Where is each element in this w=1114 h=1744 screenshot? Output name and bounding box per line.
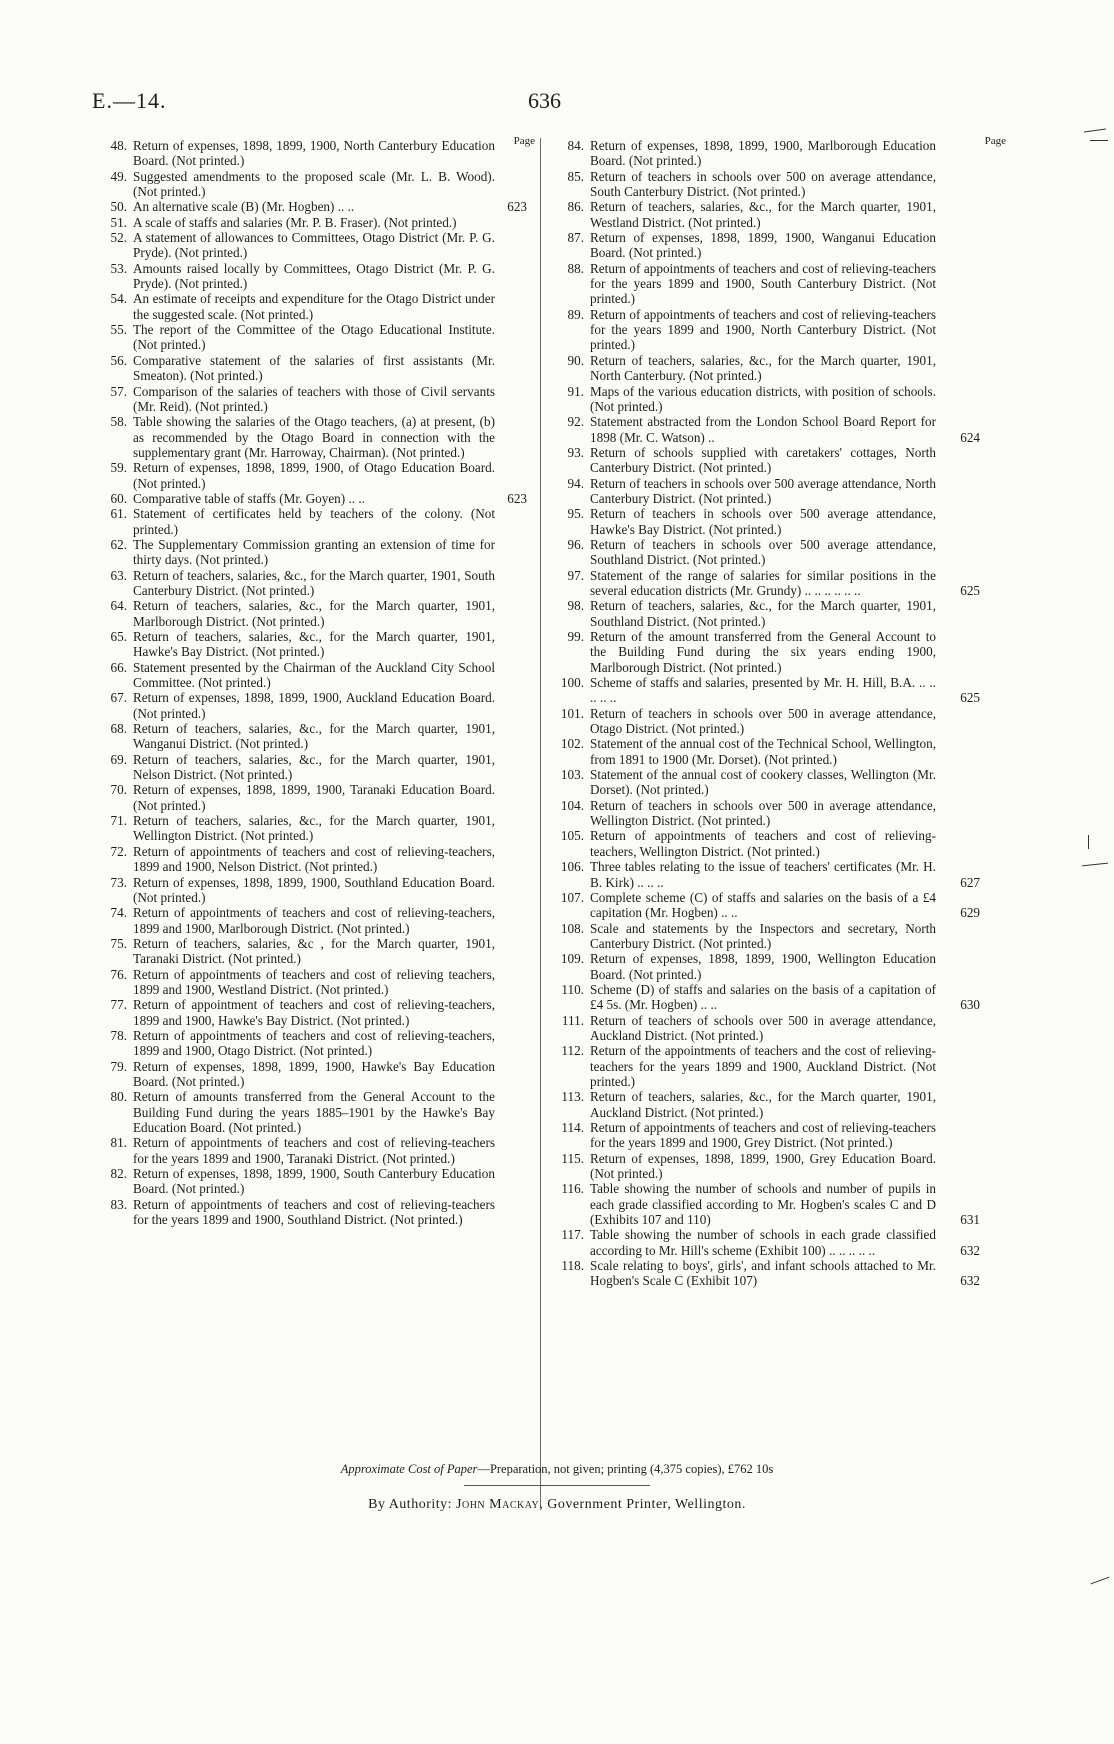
right-column [552,135,1006,1289]
toc-entry [75,491,527,506]
entry-title: Scheme (D) of staffs and salaries on the basis of a capitation of £4 5s. (Mr. Hogben) .. .. [590,981,936,1013]
entry-number: 58. [110,414,127,430]
entry-title: Return of teachers in schools over 500 average attendance, Hawke's Bay District. (Not printed.) [590,506,936,537]
entry-title: Return of appointments of teachers and cost of relieving-teachers for the years 1899 and 1900, Southland District. (Not printed.) [133,1196,495,1228]
toc-entry [552,1227,980,1258]
toc-entry [552,951,980,982]
entry-title: Return of expenses, 1898, 1899, 1900, of Otago Education Board. (Not printed.) [133,460,495,491]
entry-title: Return of appointments of teachers and cost of relieving-teachers for the years 1899 and 1900, South Canterbury District. (Not printed.) [590,260,936,307]
entry-title: Statement of the annual cost of cookery classes, Wellington (Mr. Dorset). (Not printed.) [590,767,936,798]
entry-title: Return of appointments of teachers and cost of relieving teachers, 1899 and 1900, Westland District. (Not printed.) [133,966,495,997]
entry-title: Three tables relating to the issue of teachers' certificates (Mr. H. B. Kirk) .. .. .. [590,859,936,890]
toc-entry [552,1120,980,1151]
entry-number: 71. [110,813,127,829]
entry-number: 55. [110,322,127,338]
entry-page: 623 [507,199,527,215]
entry-title: Return of expenses, 1898, 1899, 1900, Grey Education Board. (Not printed.) [590,1150,936,1182]
entry-number: 97. [567,567,584,583]
toc-entry [552,890,980,921]
authority-line [0,1497,1114,1513]
entry-number: 114. [561,1120,584,1135]
toc-entry [75,1028,527,1059]
toc-entry [75,460,527,491]
entry-title: Return of expenses, 1898, 1899, 1900, Marlborough Education Board. (Not printed.) [590,138,936,169]
entry-number: 115. [561,1150,584,1166]
entry-number: 116. [561,1181,584,1197]
entry-number: 78. [110,1027,127,1043]
toc-entry [75,1197,527,1228]
toc-entry [75,353,527,384]
toc-entry [75,1166,527,1197]
toc-entry [75,875,527,906]
entry-number: 50. [110,199,127,215]
entry-title: Return of appointments of teachers and cost of relieving-teachers, Wellington District. (Not printed.) [590,828,936,859]
toc-entry [75,1135,527,1166]
cost-text: —Preparation, not given; printing (4,375 copies), £762 10s [477,1462,774,1476]
toc-entry [552,629,980,675]
toc-entry [75,936,527,967]
toc-entry [552,261,980,307]
toc-entry [75,568,527,599]
entry-title: Return of teachers of schools over 500 in average attendance, Auckland District. (Not printed.) [590,1012,936,1043]
entry-number: 62. [110,536,127,552]
entry-page: 625 [960,690,980,706]
entry-number: 89. [567,306,584,322]
entry-title: Return of schools supplied with caretakers' cottages, North Canterbury District. (Not printed.) [590,444,936,476]
entry-number: 96. [567,536,584,552]
entry-title: Return of appointments of teachers and cost of relieving-teachers, 1899 and 1900, Marlborough District. (Not printed.) [133,905,495,936]
toc-entry [552,859,980,890]
entry-title: Return of expenses, 1898, 1899, 1900, Hawke's Bay Education Board. (Not printed.) [133,1058,495,1089]
entry-number: 95. [567,506,584,522]
entry-title: Return of teachers in schools over 500 in average attendance, Otago District. (Not printed.) [590,705,936,737]
toc-entry [552,1258,980,1289]
entry-title: Return of teachers in schools over 500 average attendance, North Canterbury District. (Not printed.) [590,475,936,506]
entry-number: 75. [110,935,127,951]
margin-mark [1082,863,1108,867]
toc-entry [552,353,980,384]
entry-number: 64. [110,598,127,614]
toc-entry [75,721,527,752]
toc-entry [552,1013,980,1044]
toc-entry [552,476,980,507]
toc-entry [552,169,980,200]
entry-title: Return of teachers, salaries, &c., for the March quarter, 1901, Wellington District. (Not printed.) [133,813,495,844]
toc-entry [75,813,527,844]
entry-title: Return of the appointments of teachers and the cost of relieving-teachers for the years 1899 and 1900, Auckland District. (Not printed.) [590,1043,936,1089]
entry-number: 57. [110,383,127,399]
entry-title: Return of teachers, salaries, &c., for the March quarter, 1901, Wanganui District. (Not printed.) [133,721,495,752]
entry-title: Table showing the number of schools and number of pupils in each grade classified according to Mr. Hogben's scales C and D (Exhibits 107 and 110) [590,1181,936,1228]
entry-title: Return of appointments of teachers and cost of relieving-teachers for the years 1899 and 1900, Taranaki District. (Not printed.) [133,1135,495,1166]
toc-entry [552,828,980,859]
entry-number: 98. [567,598,584,614]
entry-title: Table showing the number of schools in each grade classified according to Mr. Hill's scheme (Exhibit 100) .. .. .. .. .. [590,1227,936,1258]
entry-page: 624 [960,429,980,445]
entry-page: 631 [960,1212,980,1228]
entry-number: 91. [567,383,584,399]
entry-number: 117. [561,1227,584,1243]
entry-number: 106. [560,859,584,875]
toc-entry [552,1181,980,1227]
entry-number: 51. [110,214,127,230]
entry-page: 623 [507,490,527,506]
toc-entry [75,414,527,460]
entry-page: 625 [960,582,980,598]
entry-title: Statement of certificates held by teachers of the colony. (Not printed.) [133,506,495,537]
toc-entry [552,675,980,706]
entry-title: Scheme of staffs and salaries, presented by Mr. H. Hill, B.A. .. .. .. .. .. [590,675,936,706]
entry-number: 88. [567,260,584,276]
entry-number: 111. [561,1012,584,1028]
entry-title: Return of teachers in schools over 500 average attendance, Southland District. (Not printed.) [590,536,936,568]
entry-page: 627 [960,874,980,890]
entry-page: 632 [960,1242,980,1258]
entry-number: 103. [560,767,584,783]
toc-entry [75,629,527,660]
entry-number: 93. [567,444,584,460]
entry-number: 60. [110,490,127,506]
entry-number: 99. [567,629,584,644]
toc-entry [75,598,527,629]
toc-entry [552,445,980,476]
entry-title: A statement of allowances to Committees, Otago District (Mr. P. G. Pryde). (Not printed.) [133,230,495,261]
entry-number: 100. [560,675,584,691]
entry-number: 68. [110,721,127,737]
entry-title: Return of teachers, salaries, &c., for the March quarter, 1901, Auckland District. (Not printed.) [590,1089,936,1120]
entry-number: 105. [560,828,584,844]
entry-number: 59. [110,460,127,476]
entry-number: 52. [110,230,127,246]
entry-title: Comparison of the salaries of teachers with those of Civil servants (Mr. Reid). (Not printed.) [133,383,495,414]
entry-number: 79. [110,1058,127,1074]
entry-title: Return of teachers, salaries, &c., for the March quarter, 1901, Marlborough District. (Not printed.) [133,598,495,629]
entry-page: 632 [960,1273,980,1289]
entry-number: 49. [110,168,127,184]
entry-title: Return of expenses, 1898, 1899, 1900, Taranaki Education Board. (Not printed.) [133,782,495,813]
entry-number: 107. [560,889,584,905]
toc-entry [75,199,527,214]
toc-entry [75,291,527,322]
toc-entry [75,967,527,998]
entry-number: 84. [567,138,584,153]
entry-title: Return of expenses, 1898, 1899, 1900, Southland Education Board. (Not printed.) [133,874,495,905]
entry-title: Return of expenses, 1898, 1899, 1900, Wellington Education Board. (Not printed.) [590,951,936,982]
toc-entry [552,767,980,798]
toc-entry [75,752,527,783]
entry-number: 110. [561,981,584,997]
entry-number: 54. [110,291,127,307]
toc-entry [552,138,980,169]
margin-mark [1088,835,1089,849]
footer-rule [464,1485,650,1486]
margin-mark [1090,140,1108,141]
entry-title: Return of teachers, salaries, &c., for the March quarter, 1901, Nelson District. (Not printed.) [133,751,495,783]
entry-number: 63. [110,567,127,583]
entry-number: 113. [561,1089,584,1105]
entry-title: Statement of the range of salaries for similar positions in the several education districts (Mr. Grundy) .. .. .. .. .. .. [590,567,936,598]
toc-entry [552,414,980,445]
entry-number: 118. [561,1258,584,1274]
entry-number: 90. [567,352,584,368]
document-reference: E.—14. [92,88,167,113]
printer-suffix: , Government Printer, Wellington. [539,1497,746,1512]
entry-number: 80. [110,1089,127,1105]
entry-number: 73. [110,874,127,890]
toc-entry [552,982,980,1013]
toc-entry [552,384,980,415]
toc-entry [75,215,527,230]
entry-title: A scale of staffs and salaries (Mr. P. B. Fraser). (Not printed.) [133,214,457,230]
toc-entry [552,921,980,952]
entry-number: 56. [110,352,127,368]
toc-entry [75,1059,527,1090]
toc-entry [552,1043,980,1089]
toc-entry [75,782,527,813]
entry-title: Return of amounts transferred from the General Account to the Building Fund during the years 1885–1901 by the Hawke's Bay Education Board. (Not printed.) [133,1089,495,1135]
toc-entry [552,1151,980,1182]
entry-number: 104. [560,797,584,813]
entry-title: Maps of the various education districts, with position of schools. (Not printed.) [590,383,936,414]
entry-number: 76. [110,966,127,982]
entry-title: Return of teachers, salaries, &c., for the March quarter, 1901, Westland District. (Not printed.) [590,199,936,230]
cost-label: Approximate Cost of Paper [340,1462,478,1476]
entry-title: Scale and statements by the Inspectors and secretary, North Canterbury District. (Not printed.) [590,920,936,951]
entry-title: Statement abstracted from the London School Board Report for 1898 (Mr. C. Watson) .. [590,414,936,445]
entry-number: 66. [110,659,127,675]
entry-number: 85. [567,168,584,184]
page-number: 636 [528,88,561,113]
entry-title: An alternative scale (B) (Mr. Hogben) .. .. [133,199,355,215]
printer-name: John Mackay [456,1497,540,1512]
toc-entry [75,660,527,691]
toc-entry [552,798,980,829]
toc-entry [75,997,527,1028]
entry-title: Return of teachers, salaries, &c., for the March quarter, 1901, Southland District. (Not printed.) [590,598,936,629]
entry-title: Return of expenses, 1898, 1899, 1900, North Canterbury Education Board. (Not printed.) [133,138,495,169]
column-divider [540,138,541,1508]
entry-number: 87. [567,230,584,246]
entry-title: Comparative table of staffs (Mr. Goyen) .. .. [133,490,365,506]
toc-entry [552,230,980,261]
entry-page: 629 [960,905,980,921]
toc-entry [75,322,527,353]
toc-entry [552,199,980,230]
entry-number: 70. [110,782,127,798]
toc-entry [75,844,527,875]
entry-title: Suggested amendments to the proposed scale (Mr. L. B. Wood). (Not printed.) [133,168,495,200]
entry-number: 53. [110,260,127,276]
entry-number: 81. [110,1135,127,1151]
toc-entry [75,138,527,169]
entry-number: 101. [560,705,584,721]
page-column-header: Page [513,135,535,147]
entry-title: Return of appointments of teachers and cost of relieving-teachers for the years 1899 and 1900, Grey District. (Not printed.) [590,1120,936,1151]
entry-title: Return of teachers, salaries, &c., for the March quarter, 1901, South Canterbury District. (Not printed.) [133,567,495,598]
entry-number: 102. [560,736,584,752]
entry-title: Return of teachers, salaries, &c., for the March quarter, 1901, North Canterbury. (Not printed.) [590,352,936,384]
left-column [75,135,535,1228]
entry-title: Table showing the salaries of the Otago teachers, (a) at present, (b) as recommended by the Otago Board in connection with the supplementary grant (Mr. Harroway, Chairman). (Not printed.) [133,414,495,460]
entry-title: Statement presented by the Chairman of the Auckland City School Committee. (Not printed.) [133,659,495,691]
toc-entry [552,706,980,737]
entry-page: 630 [960,997,980,1013]
toc-entry [75,384,527,415]
entry-number: 48. [110,138,127,153]
entry-title: An estimate of receipts and expenditure for the Otago District under the suggested scale. (Not printed.) [133,291,495,322]
toc-entry [75,261,527,292]
margin-mark [1090,1577,1109,1585]
toc-entry [552,736,980,767]
entry-title: Statement of the annual cost of the Technical School, Wellington, from 1891 to 1900 (Mr. Dorset). (Not printed.) [590,736,936,767]
toc-entry [75,537,527,568]
toc-entry [552,537,980,568]
entry-number: 77. [110,997,127,1013]
toc-entry [552,506,980,537]
toc-entry [552,598,980,629]
entry-number: 72. [110,843,127,859]
entry-title: Complete scheme (C) of staffs and salaries on the basis of a £4 capitation (Mr. Hogben) .. .. [590,889,936,921]
entry-title: Return of expenses, 1898, 1899, 1900, Auckland Education Board. (Not printed.) [133,690,495,721]
entry-number: 82. [110,1166,127,1182]
entry-number: 69. [110,751,127,767]
entry-title: The Supplementary Commission granting an extension of time for thirty days. (Not printed.) [133,536,495,568]
entry-title: Return of appointments of teachers and cost of relieving-teachers, 1899 and 1900, Nelson District. (Not printed.) [133,843,495,875]
entry-number: 67. [110,690,127,706]
entry-title: Return of appointment of teachers and cost of relieving-teachers, 1899 and 1900, Hawke's Bay District. (Not printed.) [133,997,495,1028]
entry-number: 94. [567,475,584,491]
entry-number: 86. [567,199,584,215]
toc-entry [75,230,527,261]
entry-number: 65. [110,629,127,644]
toc-entry [552,1089,980,1120]
toc-entry [75,169,527,200]
entry-title: Return of teachers in schools over 500 in average attendance, Wellington District. (Not printed.) [590,797,936,829]
entry-number: 83. [110,1196,127,1212]
entry-title: Return of teachers, salaries, &c , for the March quarter, 1901, Taranaki District. (Not printed.) [133,935,495,967]
entry-number: 74. [110,905,127,921]
toc-entry [75,905,527,936]
entry-title: Return of teachers in schools over 500 on average attendance, South Canterbury District. (Not printed.) [590,168,936,200]
authority-prefix: By Authority: [368,1497,453,1512]
toc-entry [75,690,527,721]
entry-number: 61. [110,506,127,522]
toc-entry [552,307,980,353]
margin-mark [1084,128,1106,132]
entry-number: 112. [561,1043,584,1059]
cost-note [0,1462,1114,1477]
toc-entry [75,506,527,537]
entry-number: 92. [567,414,584,430]
entry-number: 109. [560,951,584,967]
entry-title: Return of teachers, salaries, &c., for the March quarter, 1901, Hawke's Bay District. (Not printed.) [133,629,495,660]
toc-entry [75,1089,527,1135]
entry-title: Scale relating to boys', girls', and infant schools attached to Mr. Hogben's Scale C (Exhibit 107) [590,1258,936,1289]
entry-title: Return of expenses, 1898, 1899, 1900, South Canterbury Education Board. (Not printed.) [133,1166,495,1197]
entry-title: The report of the Committee of the Otago Educational Institute. (Not printed.) [133,322,495,353]
entry-title: Comparative statement of the salaries of first assistants (Mr. Smeaton). (Not printed.) [133,352,495,384]
entry-title: Return of appointments of teachers and cost of relieving-teachers, 1899 and 1900, Otago District. (Not printed.) [133,1027,495,1059]
entry-number: 108. [560,920,584,936]
entry-title: Return of appointments of teachers and cost of relieving-teachers for the years 1899 and 1900, North Canterbury District. (Not printed.) [590,306,936,353]
entry-title: Return of expenses, 1898, 1899, 1900, Wanganui Education Board. (Not printed.) [590,230,936,261]
page-column-header: Page [984,135,1006,147]
entry-title: Return of the amount transferred from the General Account to the Building Fund during the six years ending 1900, Marlborough District. (Not printed.) [590,629,936,675]
entry-title: Amounts raised locally by Committees, Otago District (Mr. P. G. Pryde). (Not printed.) [133,260,495,292]
toc-entry [552,568,980,599]
